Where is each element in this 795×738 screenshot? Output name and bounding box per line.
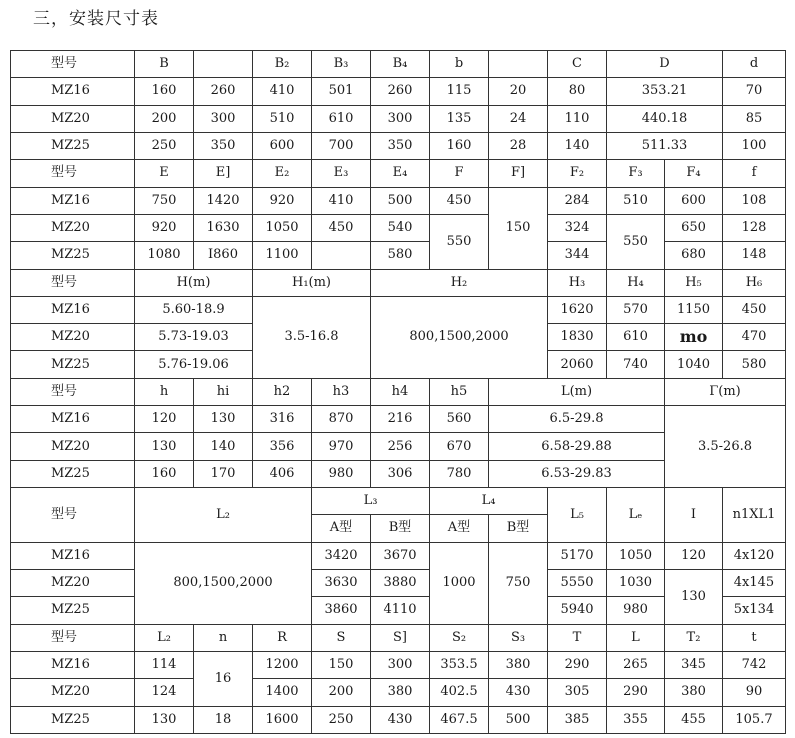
cell-merged: 130	[665, 569, 723, 624]
model-header: 型号	[11, 51, 135, 78]
cell: 980	[312, 460, 371, 487]
cell: 1830	[548, 324, 607, 351]
col-header: D	[607, 51, 723, 78]
cell: 510	[607, 187, 665, 214]
cell: 920	[253, 187, 312, 214]
cell: 740	[607, 351, 665, 378]
cell: 114	[135, 651, 194, 678]
cell: 670	[430, 433, 489, 460]
col-header: b	[430, 51, 489, 78]
cell: 110	[548, 105, 607, 132]
cell: 265	[607, 651, 665, 678]
cell: 200	[312, 679, 371, 706]
cell: 306	[371, 460, 430, 487]
cell: 4x120	[723, 542, 786, 569]
cell: 5550	[548, 569, 607, 596]
col-header: L₂	[135, 488, 312, 543]
cell: 467.5	[430, 706, 489, 734]
col-header: h2	[253, 378, 312, 405]
col-header: L₃	[312, 488, 430, 515]
cell: 870	[312, 406, 371, 433]
col-header: L(m)	[489, 378, 665, 405]
cell: 148	[723, 242, 786, 269]
cell: 3630	[312, 569, 371, 596]
cell: 344	[548, 242, 607, 269]
cell: 305	[548, 679, 607, 706]
cell: 260	[371, 78, 430, 105]
table-row	[11, 542, 786, 569]
col-header: n	[194, 624, 253, 651]
cell: 24	[489, 105, 548, 132]
cell-merged: 3.5-26.8	[665, 406, 786, 488]
cell: 128	[723, 214, 786, 241]
cell: 750	[135, 187, 194, 214]
cell: 353.21	[607, 78, 723, 105]
cell: 980	[607, 597, 665, 624]
cell: 216	[371, 406, 430, 433]
cell: 1080	[135, 242, 194, 269]
cell: 742	[723, 651, 786, 678]
col-header: F₃	[607, 160, 665, 187]
cell: 120	[665, 542, 723, 569]
model-cell: MZ25	[11, 706, 135, 734]
cell: 402.5	[430, 679, 489, 706]
cell: 5.76-19.06	[135, 351, 253, 378]
cell-merged: 800,1500,2000	[135, 542, 312, 624]
col-header: B₂	[253, 51, 312, 78]
cell: 90	[723, 679, 786, 706]
table-row	[11, 132, 786, 159]
cell: 350	[194, 132, 253, 159]
cell: 130	[194, 406, 253, 433]
col-header: R	[253, 624, 312, 651]
cell: I860	[194, 242, 253, 269]
section-title: 三，安装尺寸表	[33, 9, 159, 29]
cell: 560	[430, 406, 489, 433]
cell: 115	[430, 78, 489, 105]
col-header: I	[665, 488, 723, 543]
cell: 1400	[253, 679, 312, 706]
cell: 3420	[312, 542, 371, 569]
cell: 1030	[607, 569, 665, 596]
col-header: L₅	[548, 488, 607, 543]
s4-header-row	[11, 378, 786, 405]
cell: 284	[548, 187, 607, 214]
cell: 510	[253, 105, 312, 132]
table-row	[11, 706, 786, 734]
col-header: t	[723, 624, 786, 651]
col-header: n1XL1	[723, 488, 786, 543]
cell: mo	[665, 324, 723, 351]
cell: 600	[665, 187, 723, 214]
cell: 410	[253, 78, 312, 105]
cell: 300	[371, 105, 430, 132]
cell: 440.18	[607, 105, 723, 132]
cell: 256	[371, 433, 430, 460]
col-header: d	[723, 51, 786, 78]
cell: 570	[607, 296, 665, 323]
model-cell: MZ16	[11, 542, 135, 569]
sub-header: A型	[312, 515, 371, 542]
cell: 130	[135, 706, 194, 734]
cell: 380	[371, 679, 430, 706]
cell: 150	[312, 651, 371, 678]
cell: 501	[312, 78, 371, 105]
cell: 1040	[665, 351, 723, 378]
s2-header-row	[11, 160, 786, 187]
model-cell: MZ20	[11, 569, 135, 596]
cell: 1420	[194, 187, 253, 214]
col-header: F₄	[665, 160, 723, 187]
col-header: E₂	[253, 160, 312, 187]
col-header: F₂	[548, 160, 607, 187]
sub-header: A型	[430, 515, 489, 542]
col-header: H₁(m)	[253, 269, 371, 296]
cell: 20	[489, 78, 548, 105]
cell: 540	[371, 214, 430, 241]
cell: 470	[723, 324, 786, 351]
cell: 100	[723, 132, 786, 159]
model-cell: MZ16	[11, 78, 135, 105]
model-cell: MZ20	[11, 679, 135, 706]
cell: 200	[135, 105, 194, 132]
col-header: S₃	[489, 624, 548, 651]
cell: 410	[312, 187, 371, 214]
cell: 353.5	[430, 651, 489, 678]
col-header: B₄	[371, 51, 430, 78]
cell: 170	[194, 460, 253, 487]
cell: 140	[194, 433, 253, 460]
col-header: B	[135, 51, 194, 78]
col-header: H₂	[371, 269, 548, 296]
col-header: E	[135, 160, 194, 187]
col-header: H₅	[665, 269, 723, 296]
col-header: T₂	[665, 624, 723, 651]
col-header: L₂	[135, 624, 194, 651]
sub-header: B型	[371, 515, 430, 542]
cell: 1100	[253, 242, 312, 269]
s6-header-row	[11, 624, 786, 651]
col-header: T	[548, 624, 607, 651]
cell: 250	[135, 132, 194, 159]
col-header: S₂	[430, 624, 489, 651]
cell: 580	[371, 242, 430, 269]
cell: 450	[312, 214, 371, 241]
model-cell: MZ16	[11, 406, 135, 433]
cell-merged: 750	[489, 542, 548, 624]
cell: 6.58-29.88	[489, 433, 665, 460]
cell: 160	[430, 132, 489, 159]
col-header: hi	[194, 378, 253, 405]
cell-merged: 16	[194, 651, 253, 706]
cell: 600	[253, 132, 312, 159]
model-cell: MZ25	[11, 132, 135, 159]
cell: 5.73-19.03	[135, 324, 253, 351]
cell: 250	[312, 706, 371, 734]
col-header: h3	[312, 378, 371, 405]
cell: 70	[723, 78, 786, 105]
cell: 1630	[194, 214, 253, 241]
cell: 105.7	[723, 706, 786, 734]
col-header: L	[607, 624, 665, 651]
cell: 290	[607, 679, 665, 706]
table-row	[11, 214, 786, 241]
col-header: F]	[489, 160, 548, 187]
model-cell: MZ16	[11, 296, 135, 323]
col-header: E₃	[312, 160, 371, 187]
cell: 28	[489, 132, 548, 159]
model-cell: MZ25	[11, 597, 135, 624]
col-header: Lₑ	[607, 488, 665, 543]
cell: 610	[312, 105, 371, 132]
cell: 385	[548, 706, 607, 734]
cell: 130	[135, 433, 194, 460]
cell	[312, 242, 371, 269]
model-header: 型号	[11, 488, 135, 543]
cell: 455	[665, 706, 723, 734]
col-header: E]	[194, 160, 253, 187]
col-header: S	[312, 624, 371, 651]
cell: 500	[489, 706, 548, 734]
cell: 406	[253, 460, 312, 487]
cell: 324	[548, 214, 607, 241]
cell: 5x134	[723, 597, 786, 624]
cell: 610	[607, 324, 665, 351]
cell: 430	[371, 706, 430, 734]
cell-merged: 550	[607, 214, 665, 269]
install-dimension-table	[10, 50, 786, 734]
model-header: 型号	[11, 160, 135, 187]
cell: 2060	[548, 351, 607, 378]
cell: 1200	[253, 651, 312, 678]
cell: 350	[371, 132, 430, 159]
cell-merged: 150	[489, 187, 548, 269]
cell: 260	[194, 78, 253, 105]
col-header: B₃	[312, 51, 371, 78]
cell: 5940	[548, 597, 607, 624]
cell: 300	[194, 105, 253, 132]
cell-merged: 3.5-16.8	[253, 296, 371, 378]
model-cell: MZ25	[11, 351, 135, 378]
cell: 4x145	[723, 569, 786, 596]
model-cell: MZ20	[11, 433, 135, 460]
cell: 650	[665, 214, 723, 241]
s3-header-row	[11, 269, 786, 296]
cell: 920	[135, 214, 194, 241]
col-header: S]	[371, 624, 430, 651]
col-header: H₄	[607, 269, 665, 296]
cell: 1150	[665, 296, 723, 323]
model-cell: MZ20	[11, 214, 135, 241]
col-header	[194, 51, 253, 78]
model-header: 型号	[11, 378, 135, 405]
cell: 580	[723, 351, 786, 378]
cell: 120	[135, 406, 194, 433]
cell: 355	[607, 706, 665, 734]
model-cell: MZ25	[11, 460, 135, 487]
cell: 3860	[312, 597, 371, 624]
cell: 970	[312, 433, 371, 460]
col-header: H(m)	[135, 269, 253, 296]
cell: 140	[548, 132, 607, 159]
cell-merged: 1000	[430, 542, 489, 624]
col-header: C	[548, 51, 607, 78]
col-header: E₄	[371, 160, 430, 187]
cell: 3880	[371, 569, 430, 596]
table-row	[11, 296, 786, 323]
cell: 160	[135, 78, 194, 105]
table-row	[11, 406, 786, 433]
cell: 680	[665, 242, 723, 269]
table-row	[11, 569, 786, 596]
table-row	[11, 105, 786, 132]
cell: 85	[723, 105, 786, 132]
model-header: 型号	[11, 624, 135, 651]
cell: 450	[723, 296, 786, 323]
cell: 1600	[253, 706, 312, 734]
col-header: L₄	[430, 488, 548, 515]
cell: 700	[312, 132, 371, 159]
cell: 345	[665, 651, 723, 678]
cell: 1620	[548, 296, 607, 323]
col-header: f	[723, 160, 786, 187]
cell: 160	[135, 460, 194, 487]
cell-merged: 550	[430, 214, 489, 269]
s1-header-row	[11, 51, 786, 78]
cell: 511.33	[607, 132, 723, 159]
cell: 316	[253, 406, 312, 433]
cell: 124	[135, 679, 194, 706]
model-cell: MZ16	[11, 187, 135, 214]
cell-merged: 800,1500,2000	[371, 296, 548, 378]
cell: 18	[194, 706, 253, 734]
col-header: Γ(m)	[665, 378, 786, 405]
cell: 5170	[548, 542, 607, 569]
cell: 108	[723, 187, 786, 214]
cell: 430	[489, 679, 548, 706]
col-header: H₃	[548, 269, 607, 296]
col-header: h	[135, 378, 194, 405]
table-row	[11, 78, 786, 105]
cell: 380	[489, 651, 548, 678]
model-cell: MZ20	[11, 324, 135, 351]
sub-header: B型	[489, 515, 548, 542]
table-row	[11, 679, 786, 706]
col-header: h4	[371, 378, 430, 405]
cell: 135	[430, 105, 489, 132]
model-header: 型号	[11, 269, 135, 296]
cell: 780	[430, 460, 489, 487]
col-header: H₆	[723, 269, 786, 296]
cell: 3670	[371, 542, 430, 569]
col-header	[489, 51, 548, 78]
table-row	[11, 187, 786, 214]
cell: 290	[548, 651, 607, 678]
s5-header-row	[11, 488, 786, 515]
table-row	[11, 651, 786, 678]
cell: 6.53-29.83	[489, 460, 665, 487]
cell: 6.5-29.8	[489, 406, 665, 433]
model-cell: MZ20	[11, 105, 135, 132]
cell: 450	[430, 187, 489, 214]
cell: 356	[253, 433, 312, 460]
col-header: F	[430, 160, 489, 187]
cell: 1050	[253, 214, 312, 241]
col-header: h5	[430, 378, 489, 405]
model-cell: MZ16	[11, 651, 135, 678]
cell: 1050	[607, 542, 665, 569]
cell: 300	[371, 651, 430, 678]
table-row	[11, 242, 786, 269]
cell: 500	[371, 187, 430, 214]
cell: 5.60-18.9	[135, 296, 253, 323]
cell: 380	[665, 679, 723, 706]
cell: 4110	[371, 597, 430, 624]
model-cell: MZ25	[11, 242, 135, 269]
cell: 80	[548, 78, 607, 105]
